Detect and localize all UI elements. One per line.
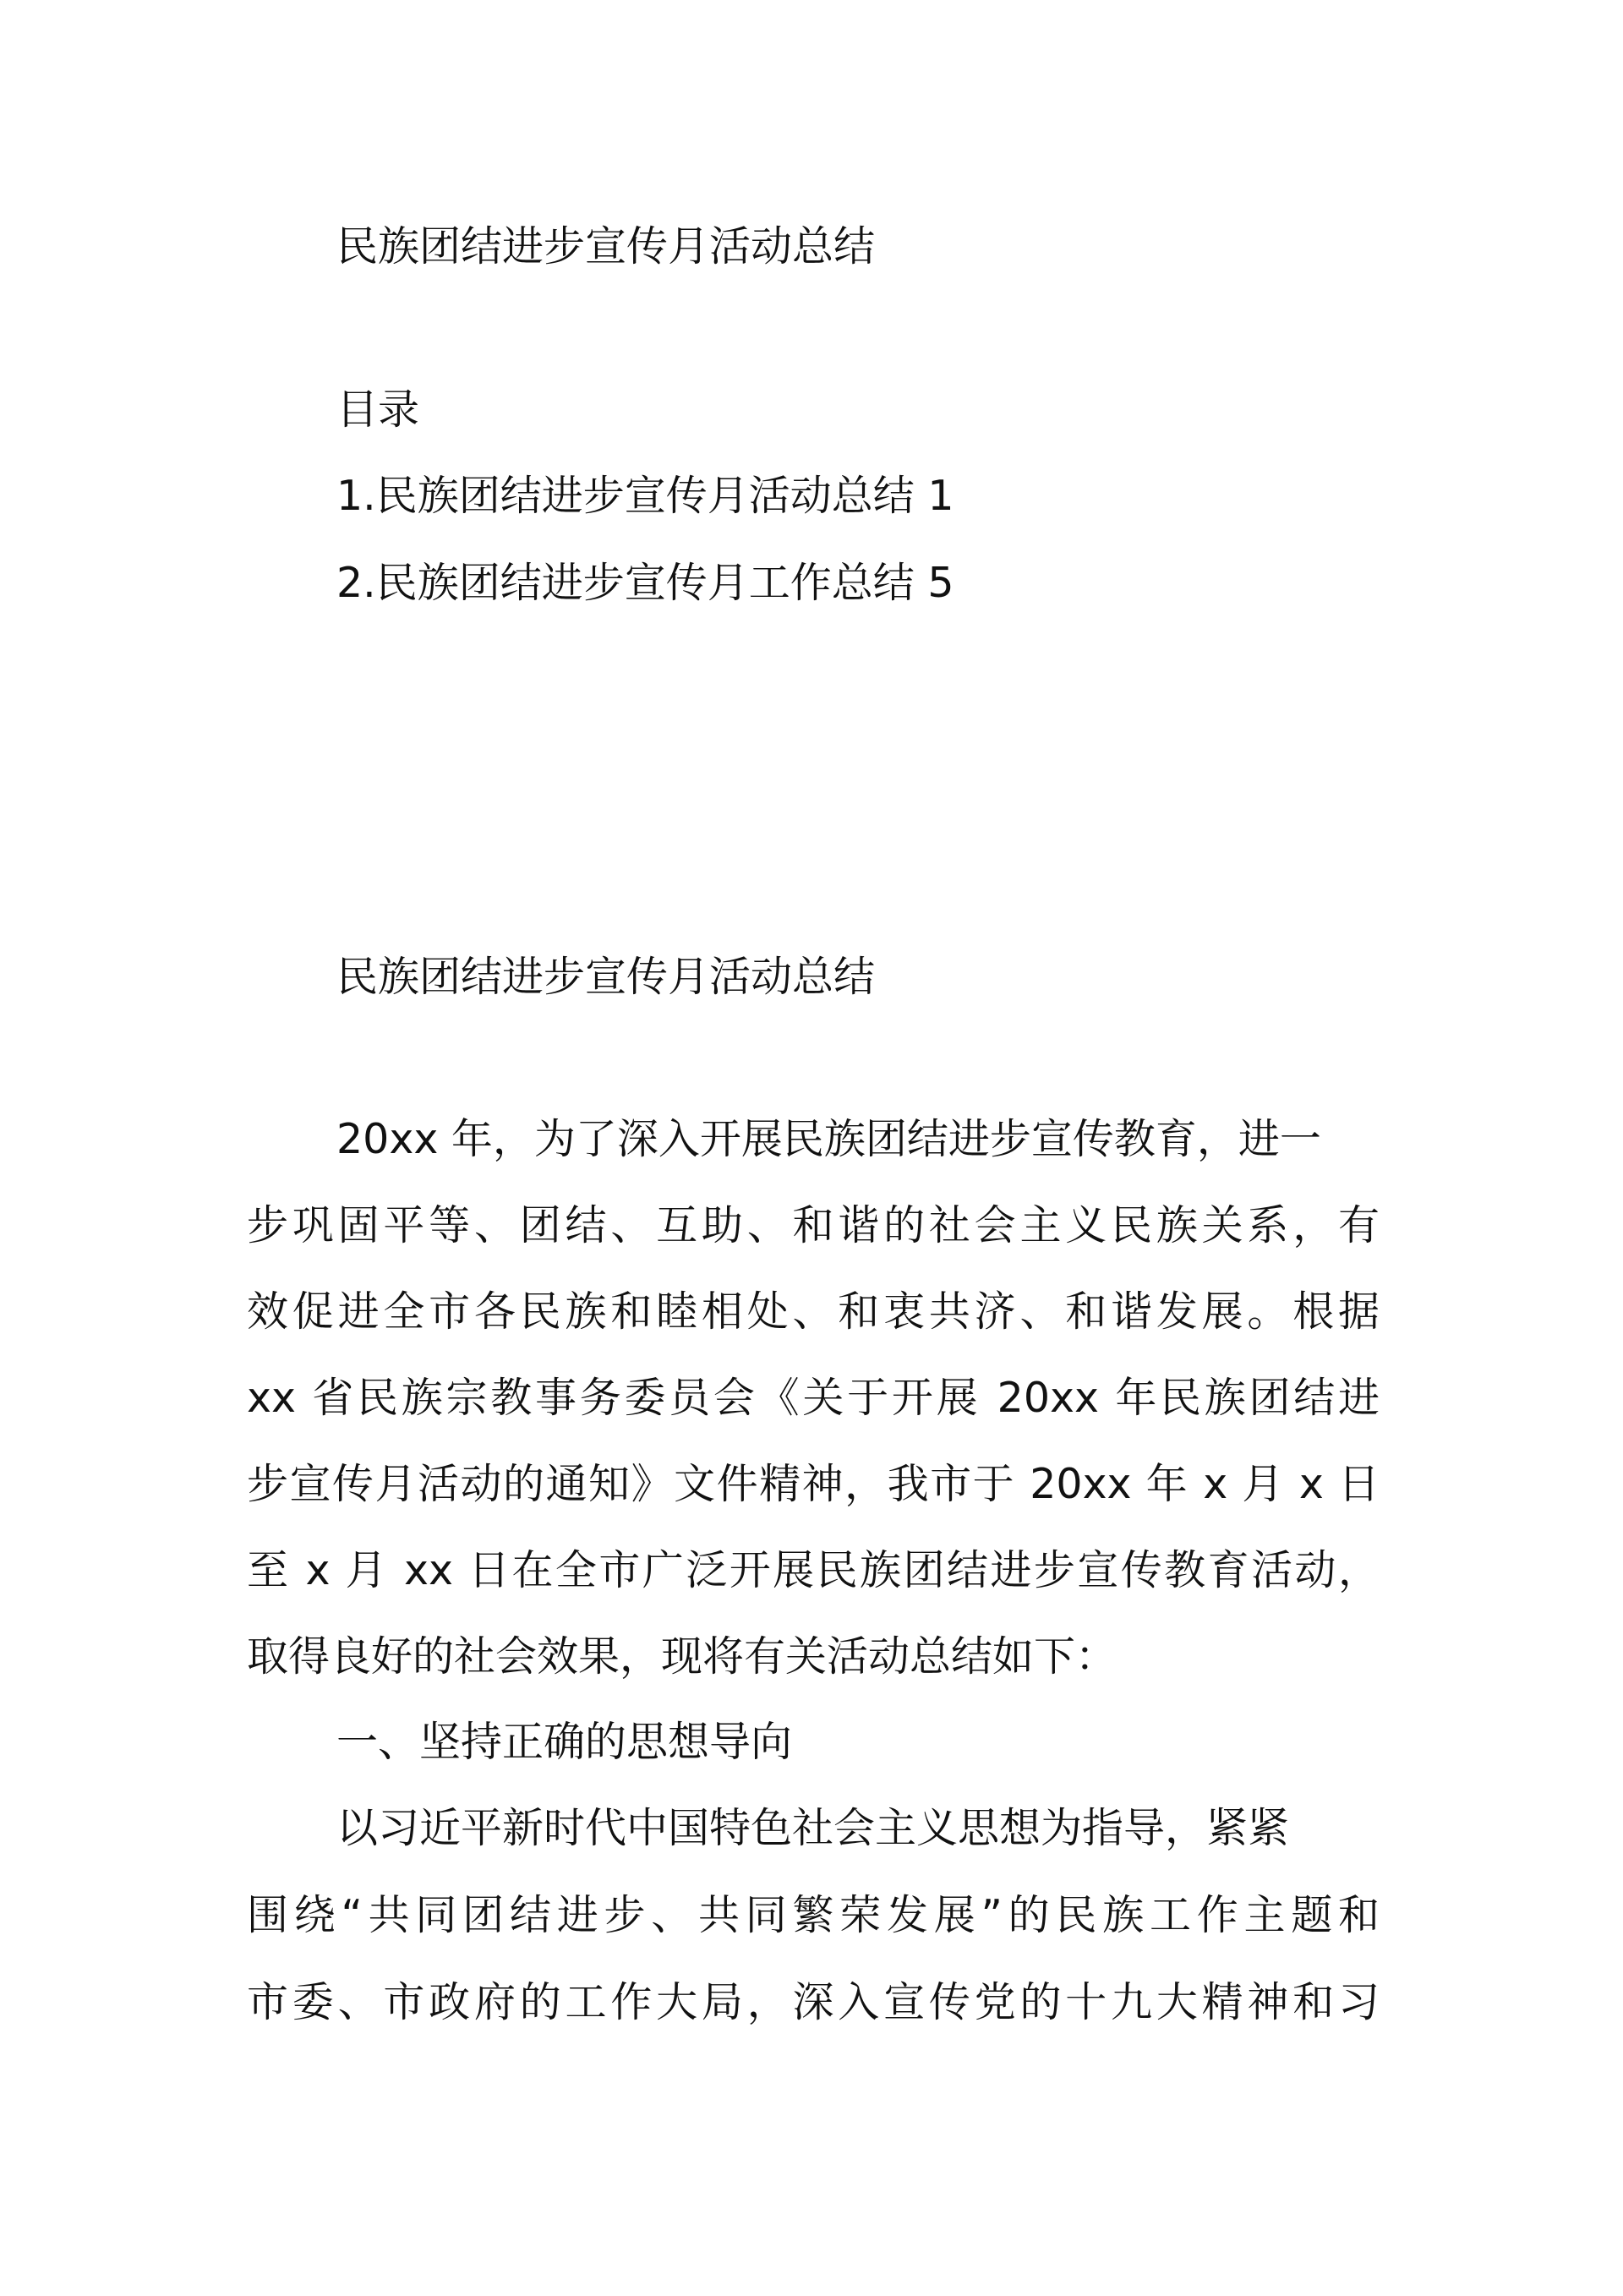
- paragraph-1-line-3: 效促进全市各民族和睦相处、和衷共济、和谐发展。根据: [247, 1287, 1380, 1336]
- paragraph-1-line-5: 步宣传月活动的通知》文件精神，我市于 20xx 年 x 月 x 日: [247, 1460, 1380, 1508]
- paragraph-2-line-3: 市委、市政府的工作大局，深入宣传党的十九大精神和习: [247, 1978, 1380, 2026]
- toc-item-2: 2.民族团结进步宣传月工作总结 5: [336, 559, 954, 607]
- section-title: 民族团结进步宣传月活动总结: [336, 953, 876, 1001]
- paragraph-1-line-6: 至 x 月 xx 日在全市广泛开展民族团结进步宣传教育活动，: [247, 1546, 1380, 1594]
- heading-1: 一、坚持正确的思想导向: [336, 1718, 793, 1766]
- paragraph-2-line-2: 围绕“共同团结进步、共同繁荣发展”的民族工作主题和: [247, 1891, 1380, 1939]
- paragraph-1-line-7: 取得良好的社会效果，现将有关活动总结如下：: [247, 1632, 1118, 1681]
- paragraph-1-line-4: xx 省民族宗教事务委员会《关于开展 20xx 年民族团结进: [247, 1374, 1380, 1422]
- toc-item-1: 1.民族团结进步宣传月活动总结 1: [336, 472, 954, 520]
- paragraph-1-line-1: 20xx 年，为了深入开展民族团结进步宣传教育，进一: [336, 1115, 1321, 1163]
- toc-heading: 目录: [336, 385, 420, 434]
- paragraph-2-line-1: 以习近平新时代中国特色社会主义思想为指导，紧紧: [336, 1804, 1290, 1852]
- paragraph-1-line-2: 步巩固平等、团结、互助、和谐的社会主义民族关系，有: [247, 1201, 1380, 1249]
- cover-title: 民族团结进步宣传月活动总结: [336, 222, 876, 271]
